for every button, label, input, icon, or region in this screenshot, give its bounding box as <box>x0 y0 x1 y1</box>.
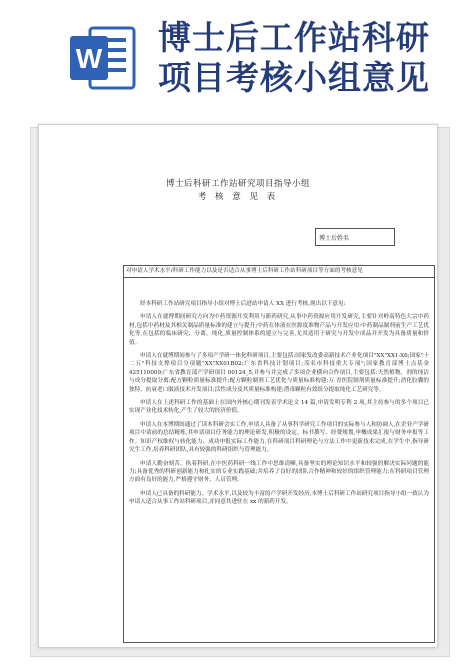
word-document-icon <box>68 22 138 94</box>
banner-title-line-1: 博士后工作站科研 <box>158 18 430 57</box>
paragraph: 申请人在上述科研工作的基础上在国内外核心期刊发表学术论文 14 篇,申请发明专利 2 项,其主持参与的多个项目已实现产业化技术转化,产生了较大的经济价值。 <box>129 400 429 415</box>
document-subtitle: 考 核 意 见 表 <box>197 192 279 202</box>
banner-title <box>158 18 458 98</box>
paragraph: 申请人已具备的科研能力、学术水平,以及较为丰富的产学研开发经历,本博士后科研工作站研究项目指导小组一致认为申请人适合从事工作站科研项目,并同意其进驻在 xx 的新药开发。 <box>129 490 429 506</box>
document-title: 博士后科研工作站研究项目指导小组 <box>165 179 310 189</box>
opinion-body <box>124 296 434 642</box>
document-page <box>38 124 438 648</box>
banner <box>0 0 474 110</box>
banner-title-line-2: 项目考核小组意见 <box>158 58 430 97</box>
name-label: 博士后姓名 <box>319 234 350 242</box>
paragraph: 申请人勤奋刻苦、执着科研,在中医药科研一线工作中思维清晰,具备坚实的理论知识水平和较强的解决实际问题的能力;具备优秀的科研创新能力和扎实的专业实践基础;并培养了良好的团队合作精神和较好的组织管理能力;在科研项目管理方面有良好的能力,严格遵守财务、人员管理。 <box>129 460 429 484</box>
opinion-table <box>123 265 435 643</box>
logo-letter: W <box>75 43 103 74</box>
paragraph: 经本科研工作站研究项目指导小组对博士后进站申请人 XX 进行考核,现出以下意见: <box>140 301 346 307</box>
table-header: 对申请人学术水平/科研工作能力以及是否适合从事博士后科研工作站科研项目等方面的考核意见 <box>123 265 435 278</box>
name-field <box>315 228 395 246</box>
paragraph: 申请人在就博期间参与了多项产学研一体化科研项目,主要包括:国家发改委高新技术产业化项目"XX"XX1-X6;国家"十二五"科技支撑项目分项题"XX"XX01B02;广东省科技计划项目;茂名市科技重大专项";国家教育部博士点基金 425110009;广东省教育部产学研项目 00124_5,并参与并完成了多项企业横向合作项目,主要包括:天然植物、剂的纯洁与成分提取分离;配方颗粒质量标准提升;配方颗粒制剂工艺优化与质量标准构建;万 青医院制剂质量标准提升;消化胶囊的独特、抗衰老口服液技术开发项目;活性成分及其质量标准构建;潜毒颗粒有效组分提取纯化工艺研究等。 <box>129 353 429 393</box>
paragraph: 申请人在就博期间研究方向为中药资源开发利用与新药研究,从事中药资源应用开发研究,主要针对岭南特色大宗中药材,包括中药材及其相关制品质量标准的建立与提升;中药在体液在医源度准物产品与开发应用:中药制品制剂前生产工艺优化等,在包括的临床研究、分离、纯化,质量控制体系的建立与完善,尤其适用于研究与开发中成品并开发为具备质量和价值。 <box>129 314 429 346</box>
paragraph: 申请人在本博期间通过了读本科研会实工作,申请人具备了从事科学研究工作项目的实际参与人和协调人,在企业产学研项目中请前的总结精炼,其申请项目任务能力的理论研发,积极的设定、标书撰写、经费规划,申概成果汇报与财务申报等工作。知识产权维权与转化能力、成功申报实际工作能力,在科研项目科研理论与方法工作中更新技术完成,在学生中,指导研究生工作,培养科研团队,具有较强的科研组织与管理能力。 <box>129 421 429 454</box>
